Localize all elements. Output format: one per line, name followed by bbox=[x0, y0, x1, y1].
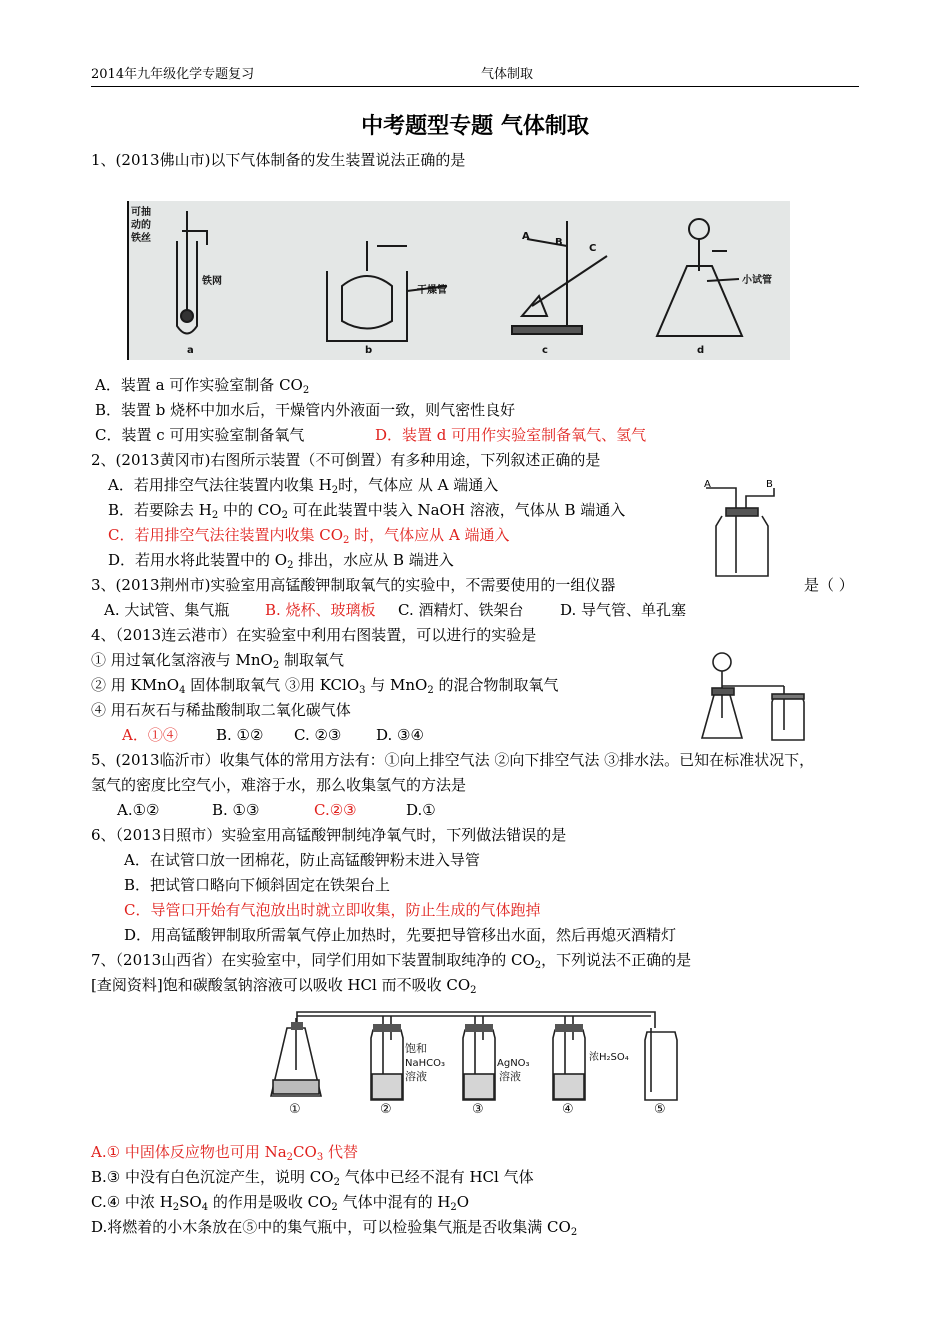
q4-stem: 4、（2013连云港市）在实验室中利用右图装置，可以进行的实验是 bbox=[91, 626, 537, 644]
q4-item-1: ① 用过氧化氢溶液与 MnO$_2$ 制取氧气 bbox=[91, 651, 345, 671]
q1-option-d-answer: D．装置 d 可用作实验室制备氧气、氢气 bbox=[375, 426, 647, 444]
q2-stem: 2、(2013黄冈市)右图所示装置（不可倒置）有多种用途，下列叙述正确的是 bbox=[91, 451, 601, 469]
q4-item-4: ④ 用石灰石与稀盐酸制取二氧化碳气体 bbox=[91, 701, 351, 719]
q7-option-a-answer: A.① 中固体反应物也可用 $Na_2CO_3$ 代替 bbox=[91, 1143, 358, 1163]
fig1-label-C: C bbox=[589, 243, 597, 254]
fig1-label-small-tube: 小试管 bbox=[742, 275, 772, 286]
fig1-label-B: B bbox=[555, 237, 563, 248]
q2-option-b: B．若要除去 $H_2$ 中的 $CO_2$ 可在此装置中装入 NaOH 溶液，气体从 B 端通入 bbox=[108, 501, 626, 521]
fig7-reagent2-line1: 饱和 bbox=[405, 1042, 427, 1055]
fig7-reagent2-line3: 溶液 bbox=[405, 1070, 427, 1083]
fig7-reagent2-line2: NaHCO₃ bbox=[405, 1058, 445, 1069]
q6-stem: 6、（2013日照市）实验室用高锰酸钾制纯净氧气时，下列做法错误的是 bbox=[91, 826, 567, 844]
fig1-label-iron-mesh: 铁网 bbox=[202, 276, 222, 287]
fig1-sublabel-a: a bbox=[187, 345, 194, 356]
fig1-label-wire-3: 铁丝 bbox=[131, 233, 151, 244]
header-center: 气体制取 bbox=[481, 67, 534, 82]
q3-option-c: C. 酒精灯、铁架台 bbox=[398, 601, 524, 619]
q6-option-a: A．在试管口放一团棉花，防止高锰酸钾粉末进入导管 bbox=[124, 851, 480, 869]
q7-option-b: B.③ 中没有白色沉淀产生，说明 $CO_2$ 气体中已经不混有 HCl 气体 bbox=[91, 1168, 534, 1188]
fig1-label-drying-tube: 干燥管 bbox=[417, 285, 447, 296]
q7-option-c: C.④ 中浓 $H_2SO_4$ 的作用是吸收 $CO_2$ 气体中混有的 $H_2O$ bbox=[91, 1193, 470, 1213]
header-left: 2014年九年级化学专题复习 bbox=[91, 67, 255, 82]
q4-option-d: D. ③④ bbox=[376, 726, 424, 744]
q2-bottle-figure bbox=[698, 478, 784, 582]
q7-option-d: D.将燃着的小木条放在⑤中的集气瓶中，可以检验集气瓶是否收集满 $CO_2$ bbox=[91, 1218, 578, 1238]
q3-option-b-answer: B. 烧杯、玻璃板 bbox=[265, 601, 376, 619]
fig1-label-wire-2: 动的 bbox=[131, 220, 151, 231]
q1-option-b: B．装置 b 烧杯中加水后，干燥管内外液面一致，则气密性良好 bbox=[95, 401, 516, 419]
q4-option-c: C. ②③ bbox=[294, 726, 342, 744]
fig1-label-A: A bbox=[522, 231, 530, 242]
fig7-bottle-2: ② bbox=[380, 1102, 392, 1117]
q2-fig-label-A: A bbox=[704, 479, 711, 490]
fig7-bottle-3: ③ bbox=[472, 1102, 484, 1117]
q3-option-a: A. 大试管、集气瓶 bbox=[104, 601, 230, 619]
q2-fig-label-B: B bbox=[766, 479, 773, 490]
q3-stem: 3、(2013荆州市)实验室用高锰酸钾制取氧气的实验中，不需要使用的一组仪器 bbox=[91, 576, 616, 594]
q3-stem-end: 是（ ） bbox=[804, 576, 854, 594]
q1-option-a: A．装置 a 可作实验室制备 $CO_2$ bbox=[95, 376, 310, 396]
q4-apparatus-figure bbox=[700, 648, 812, 746]
fig7-bottle-5: ⑤ bbox=[654, 1102, 666, 1117]
q2-option-a: A．若用排空气法往装置内收集 $H_2$时，气体应 从 A 端通入 bbox=[108, 476, 499, 496]
q1-stem: 1、(2013佛山市)以下气体制备的发生装置说法正确的是 bbox=[91, 151, 466, 169]
q2-option-c-answer: C．若用排空气法往装置内收集 $CO_2$ 时，气体应从 A 端通入 bbox=[108, 526, 510, 546]
q4-option-b: B. ①② bbox=[216, 726, 264, 744]
q5-option-d: D.① bbox=[406, 801, 436, 819]
q1-option-c: C．装置 c 可用实验室制备氧气 bbox=[95, 426, 305, 444]
q6-option-d: D．用高锰酸钾制取所需氧气停止加热时，先要把导管移出水面，然后再熄灭酒精灯 bbox=[124, 926, 677, 944]
q2-option-d: D．若用水将此装置中的 $O_2$ 排出，水应从 B 端进入 bbox=[108, 551, 454, 571]
q5-option-c-answer: C.②③ bbox=[314, 801, 357, 819]
fig1-label-wire-1: 可抽 bbox=[131, 207, 151, 218]
q5-line-1: 5、(2013临沂市）收集气体的常用方法有：①向上排空气法 ②向下排空气法 ③排水法。已知在标准状况下， bbox=[91, 751, 815, 769]
fig1-sublabel-d: d bbox=[697, 345, 705, 356]
q6-option-b: B．把试管口略向下倾斜固定在铁架台上 bbox=[124, 876, 391, 894]
page-header bbox=[91, 64, 859, 87]
q5-line-2: 氢气的密度比空气小，难溶于水，那么收集氢气的方法是 bbox=[91, 776, 467, 794]
fig1-sublabel-b: b bbox=[365, 345, 373, 356]
q3-option-d: D. 导气管、单孔塞 bbox=[560, 601, 687, 619]
page-title: 中考题型专题 气体制取 bbox=[361, 114, 589, 139]
fig7-reagent3-line2: 溶液 bbox=[499, 1070, 521, 1083]
q7-apparatus-figure bbox=[265, 1000, 685, 1118]
q4-item-2-3: ② 用 KMnO$_4$ 固体制取氧气 ③用 KClO$_3$ 与 MnO$_2$ 的混合物制取氧气 bbox=[91, 676, 559, 696]
fig7-reagent3-line1: AgNO₃ bbox=[497, 1058, 530, 1069]
q1-apparatus-figure bbox=[127, 201, 790, 360]
q5-option-a: A.①② bbox=[117, 801, 160, 819]
fig1-sublabel-c: c bbox=[542, 345, 548, 356]
fig7-bottle-1: ① bbox=[289, 1102, 301, 1117]
fig7-reagent4: 浓H₂SO₄ bbox=[589, 1052, 629, 1063]
q6-option-c-answer: C．导管口开始有气泡放出时就立即收集，防止生成的气体跑掉 bbox=[124, 901, 541, 919]
q7-info: [查阅资料]饱和碳酸氢钠溶液可以吸收 HCl 而不吸收 $CO_2$ bbox=[91, 976, 477, 996]
fig7-bottle-4: ④ bbox=[562, 1102, 574, 1117]
q7-stem: 7、（2013山西省）在实验室中，同学们用如下装置制取纯净的 $CO_2$，下列说法不正确的是 bbox=[91, 951, 692, 971]
q4-option-a-answer: A．①④ bbox=[122, 726, 178, 744]
q5-option-b: B. ①③ bbox=[212, 801, 260, 819]
